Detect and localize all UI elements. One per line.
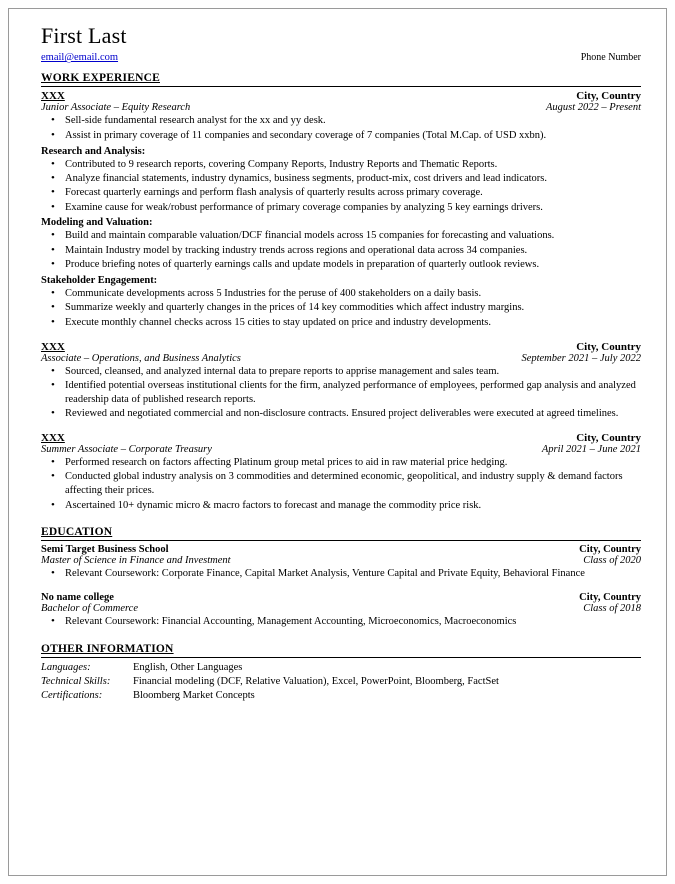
employer-name: XXX [41, 90, 65, 103]
list-item: • Reviewed and negotiated commercial and non-disclosure contracts. Ensured project deliverables were executed at agreed timelines. [63, 407, 641, 421]
job-subheader [41, 102, 641, 113]
list-item: • Forecast quarterly earnings and perform flash analysis of quarterly results across primary coverage. [63, 186, 641, 200]
section-heading-work: WORK EXPERIENCE [41, 72, 160, 85]
table-row [41, 689, 641, 703]
job-subheader [41, 353, 641, 364]
spacer [41, 423, 641, 432]
list-item: • Relevant Coursework: Financial Accounting, Management Accounting, Microeconomics, Macroeconomics [63, 615, 641, 629]
spacer [41, 332, 641, 341]
job-dates: September 2021 – July 2022 [521, 352, 641, 364]
document-body [41, 23, 641, 703]
list-item: • Communicate developments across 5 Industries for the peruse of 400 stakeholders on a daily basis. [63, 287, 641, 301]
page-title: First Last [41, 23, 127, 48]
section-divider-work [41, 86, 641, 87]
employer-location: City, Country [576, 90, 641, 103]
school-name: Semi Target Business School [41, 544, 169, 556]
section-divider-education [41, 540, 641, 541]
list-item: • Maintain Industry model by tracking industry trends across regions and operational data across 34 companies. [63, 244, 641, 258]
job-bullets [41, 456, 641, 512]
job-title: Associate – Operations, and Business Analytics [41, 352, 241, 364]
graduation-year: Class of 2018 [583, 603, 641, 615]
job-group-bullets [41, 287, 641, 330]
list-item: • Sell-side fundamental research analyst for the xx and yy desk. [63, 114, 641, 128]
list-item: • Contributed to 9 research reports, covering Company Reports, Industry Reports and Thematic Reports. [63, 158, 641, 172]
job-bullets [41, 114, 641, 142]
education-subheader [41, 555, 641, 566]
job-group-bullets [41, 158, 641, 215]
list-item: • Execute monthly channel checks across 15 cities to stay updated on price and industry developments. [63, 316, 641, 330]
list-item: • Examine cause for weak/robust performance of primary coverage companies by analyzing 5 key earnings drivers. [63, 201, 641, 215]
education-header [41, 592, 641, 603]
job-header [41, 90, 641, 102]
education-entry [41, 592, 641, 629]
education-header [41, 544, 641, 555]
job-group-bullets [41, 229, 641, 272]
job-subheader [41, 444, 641, 455]
education-entry [41, 544, 641, 581]
list-item: • Performed research on factors affecting Platinum group metal prices to aid in raw material price hedging. [63, 456, 641, 470]
experience-entry [41, 90, 641, 329]
graduation-year: Class of 2020 [583, 555, 641, 567]
table-row [41, 675, 641, 689]
education-bullets [41, 567, 641, 581]
table-row [41, 661, 641, 675]
spacer [41, 583, 641, 592]
other-information-table [41, 661, 641, 703]
email-link[interactable]: email@email.com [41, 52, 119, 64]
document-sheet [8, 8, 667, 876]
section-divider-other [41, 657, 641, 658]
list-item: • Assist in primary coverage of 11 companies and secondary coverage of 7 companies (Total M.Cap. of USD xxbn). [63, 129, 641, 143]
experience-entry [41, 432, 641, 512]
list-item: • Ascertained 10+ dynamic micro & macro factors to forecast and manage the commodity price risk. [63, 499, 641, 513]
job-group-heading: Stakeholder Engagement: [41, 275, 158, 287]
spacer [41, 514, 641, 526]
education-bullets [41, 615, 641, 629]
row-label: Technical Skills: [41, 676, 111, 688]
degree-name: Master of Science in Finance and Investment [41, 555, 231, 567]
job-group-heading: Research and Analysis: [41, 145, 146, 157]
list-item: • Produce briefing notes of quarterly earnings calls and update models in preparation of quarterly outlook reviews. [63, 258, 641, 272]
job-bullets [41, 365, 641, 421]
job-dates: August 2022 – Present [546, 102, 641, 114]
spacer [41, 631, 641, 643]
contact-row [41, 52, 641, 63]
row-label: Certifications: [41, 690, 103, 702]
list-item: • Build and maintain comparable valuation/DCF financial models across 15 companies for forecasting and valuations. [63, 229, 641, 243]
list-item: • Sourced, cleansed, and analyzed internal data to prepare reports to apprise management and sales team. [63, 365, 641, 379]
job-title: Junior Associate – Equity Research [41, 102, 191, 114]
list-item: • Summarize weekly and quarterly changes in the prices of 14 key commodities which affect industry margins. [63, 301, 641, 315]
employer-name: XXX [41, 432, 65, 445]
job-header [41, 432, 641, 444]
education-subheader [41, 603, 641, 614]
row-value: Bloomberg Market Concepts [133, 690, 255, 702]
row-value: Financial modeling (DCF, Relative Valuation), Excel, PowerPoint, Bloomberg, FactSet [133, 676, 499, 688]
row-value: English, Other Languages [133, 662, 243, 674]
row-label: Languages: [41, 662, 91, 674]
employer-location: City, Country [576, 432, 641, 445]
job-dates: April 2021 – June 2021 [541, 444, 641, 456]
section-heading-other: OTHER INFORMATION [41, 643, 174, 656]
degree-name: Bachelor of Commerce [41, 603, 139, 615]
phone-number: Phone Number [580, 52, 641, 64]
employer-location: City, Country [576, 340, 641, 353]
list-item: • Identified potential overseas institutional clients for the firm, analyzed performance of employees, performed gap analysis and analyzed readership data of published research reports. [63, 379, 641, 407]
job-title: Summer Associate – Corporate Treasury [41, 444, 212, 456]
list-item: • Analyze financial statements, industry dynamics, business segments, product-mix, cost drivers and lead indicators. [63, 172, 641, 186]
experience-entry [41, 341, 641, 421]
job-header [41, 341, 641, 353]
school-location: City, Country [579, 592, 641, 604]
employer-name: XXX [41, 340, 65, 353]
school-name: No name college [41, 592, 114, 604]
job-group-heading: Modeling and Valuation: [41, 217, 153, 229]
list-item: • Relevant Coursework: Corporate Finance, Capital Market Analysis, Venture Capital and Private Equity, Behavioral Finance [63, 567, 641, 581]
list-item: • Conducted global industry analysis on 3 commodities and determined economic, geopolitical, and industry supply & demand factors affecting their prices. [63, 470, 641, 498]
section-heading-education: EDUCATION [41, 526, 113, 539]
school-location: City, Country [579, 544, 641, 556]
